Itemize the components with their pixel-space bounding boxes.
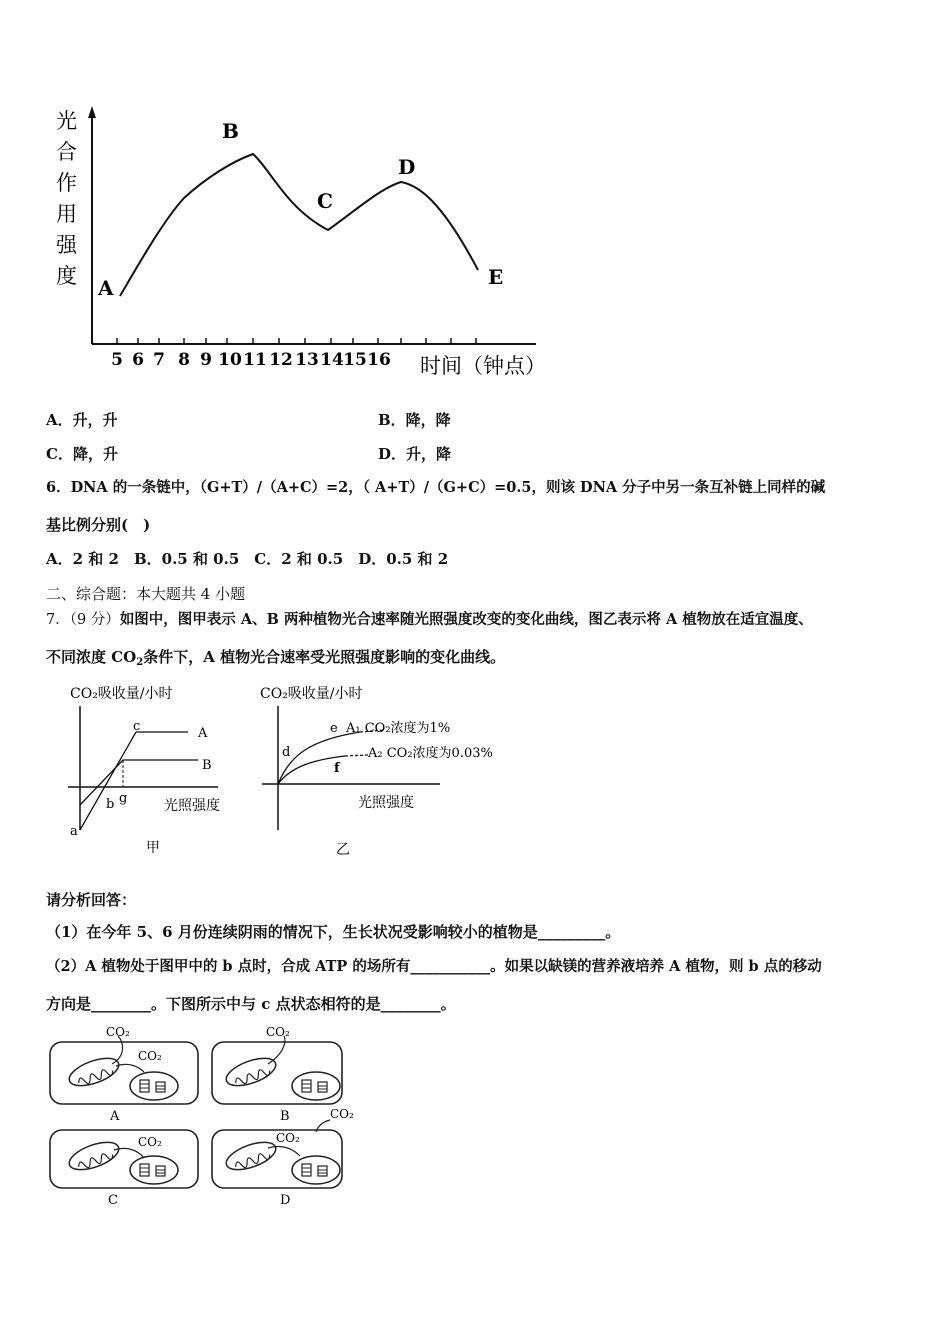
photosynthesis-time-graph [46,100,566,390]
q5-option-a: A．升，升 [46,411,118,429]
q7-part1: （1）在今年 5、6 月份连续阴雨的情况下，生长状况受影响较小的植物是_________。 [46,923,621,941]
x-tick-label: 13 [295,350,319,370]
jia-curve-a-label: A [198,726,208,741]
x-tick-label: 7 [153,350,165,370]
point-label-a: A [98,276,114,300]
x-tick-label: 11 [243,350,267,370]
yi-curve2-label: A₂ CO₂浓度为0.03% [368,746,493,761]
x-tick-label: 14 [320,350,344,370]
y-axis-arrow [88,106,96,118]
y-axis-char: 强 [56,233,77,257]
q5-option-c: C．降，升 [46,445,118,463]
q6-stem-line2: 基比例分别( ) [46,516,151,534]
jia-ylabel: CO₂吸收量/小时 [70,686,173,702]
jia-curve-a [80,732,136,830]
jia-label-c: c [133,719,141,734]
point-label-e: E [488,265,504,289]
q6-stem-line1: 6．DNA 的一条链中，（G+T）/（A+C）=2，（ A+T）/（G+C）=0.5，则该 DNA 分子中另一条互补链上同样的碱 [46,479,826,496]
q7-part2-line1: （2）A 植物处于图甲中的 b 点时，合成 ATP 的场所有___________。如果以缺镁的营养液培养 A 植物，则 b 点的移动 [46,958,822,975]
x-tick-label: 6 [132,350,144,370]
jia-xlabel: 光照强度 [164,798,220,814]
q7-number: 7．（9 分） [46,612,120,628]
figure-yi [250,680,540,860]
q5-option-b: B．降，降 [378,411,451,429]
q6-options: A．2 和 2 B．0.5 和 0.5 C．2 和 0.5 D．0.5 和 2 [46,550,449,568]
cell-d-label: D [280,1193,291,1208]
analysis-prompt: 请分析回答： [46,891,137,909]
yi-xlabel: 光照强度 [358,795,414,811]
x-tick-label: 9 [200,350,212,370]
jia-curve-b-label: B [202,758,212,773]
cell-a-co2-1: CO₂ [106,1025,130,1039]
x-tick-label: 5 [111,350,123,370]
q5-option-d: D．升，降 [378,445,452,463]
q7-part2-line2: 方向是________。下图所示中与 c 点状态相符的是________。 [46,995,456,1013]
cell-a [50,1025,198,1124]
q7-stem-line1 [46,610,813,630]
x-tick-label: 10 [218,350,242,370]
jia-caption: 甲 [146,840,160,856]
yi-label-d: d [282,745,291,760]
cell-b-co2: CO₂ [266,1025,290,1039]
y-axis-char: 度 [56,264,77,288]
y-axis-char: 光 [56,109,77,133]
section-heading: 二、综合题：本大题共 4 小题 [46,585,246,603]
jia-label-a: a [70,824,78,839]
yi-curve1-label: A₁ CO₂浓度为1% [346,721,451,736]
cell-a-co2-2: CO₂ [138,1049,162,1063]
x-axis-title: 时间（钟点） [420,354,546,378]
x-tick-label: 15 [343,350,367,370]
cell-b [212,1025,342,1124]
yi-label-f: f [334,761,340,776]
yi-ylabel: CO₂吸收量/小时 [260,686,363,702]
cell-a-label: A [110,1109,120,1124]
x-tick-label: 8 [178,350,190,370]
point-label-d: D [398,155,416,179]
cell-diagrams [46,1022,366,1212]
cell-c [50,1130,198,1208]
cell-c-co2: CO₂ [138,1135,162,1149]
photosynthesis-curve [120,154,478,296]
y-axis-char: 作 [56,171,77,195]
x-tick-label: 16 [367,350,391,370]
jia-label-b: b [106,797,115,812]
jia-label-g: g [119,791,128,806]
cell-c-label: C [108,1193,118,1208]
q7-stem-text: 如图中，图甲表示 A、B 两种植物光合速率随光照强度改变的变化曲线，图乙表示将 A 植物放在适宜温度、 [119,611,813,628]
figure-jia [58,680,248,860]
x-tick-label: 12 [269,350,293,370]
cell-b-label: B [280,1109,290,1124]
yi-caption: 乙 [336,842,350,858]
y-axis-char: 用 [56,202,77,226]
q7-stem-line2: 不同浓度 $CO_2$条件下，A 植物光合速率受光照强度影响的变化曲线。 [46,648,506,668]
point-label-b: B [222,119,239,143]
yi-label-e: e [330,721,338,736]
point-label-c: C [317,189,333,213]
cell-d-co2-1: CO₂ [276,1131,300,1145]
y-axis-char: 合 [56,140,77,164]
cell-d-co2-2: CO₂ [330,1107,354,1121]
